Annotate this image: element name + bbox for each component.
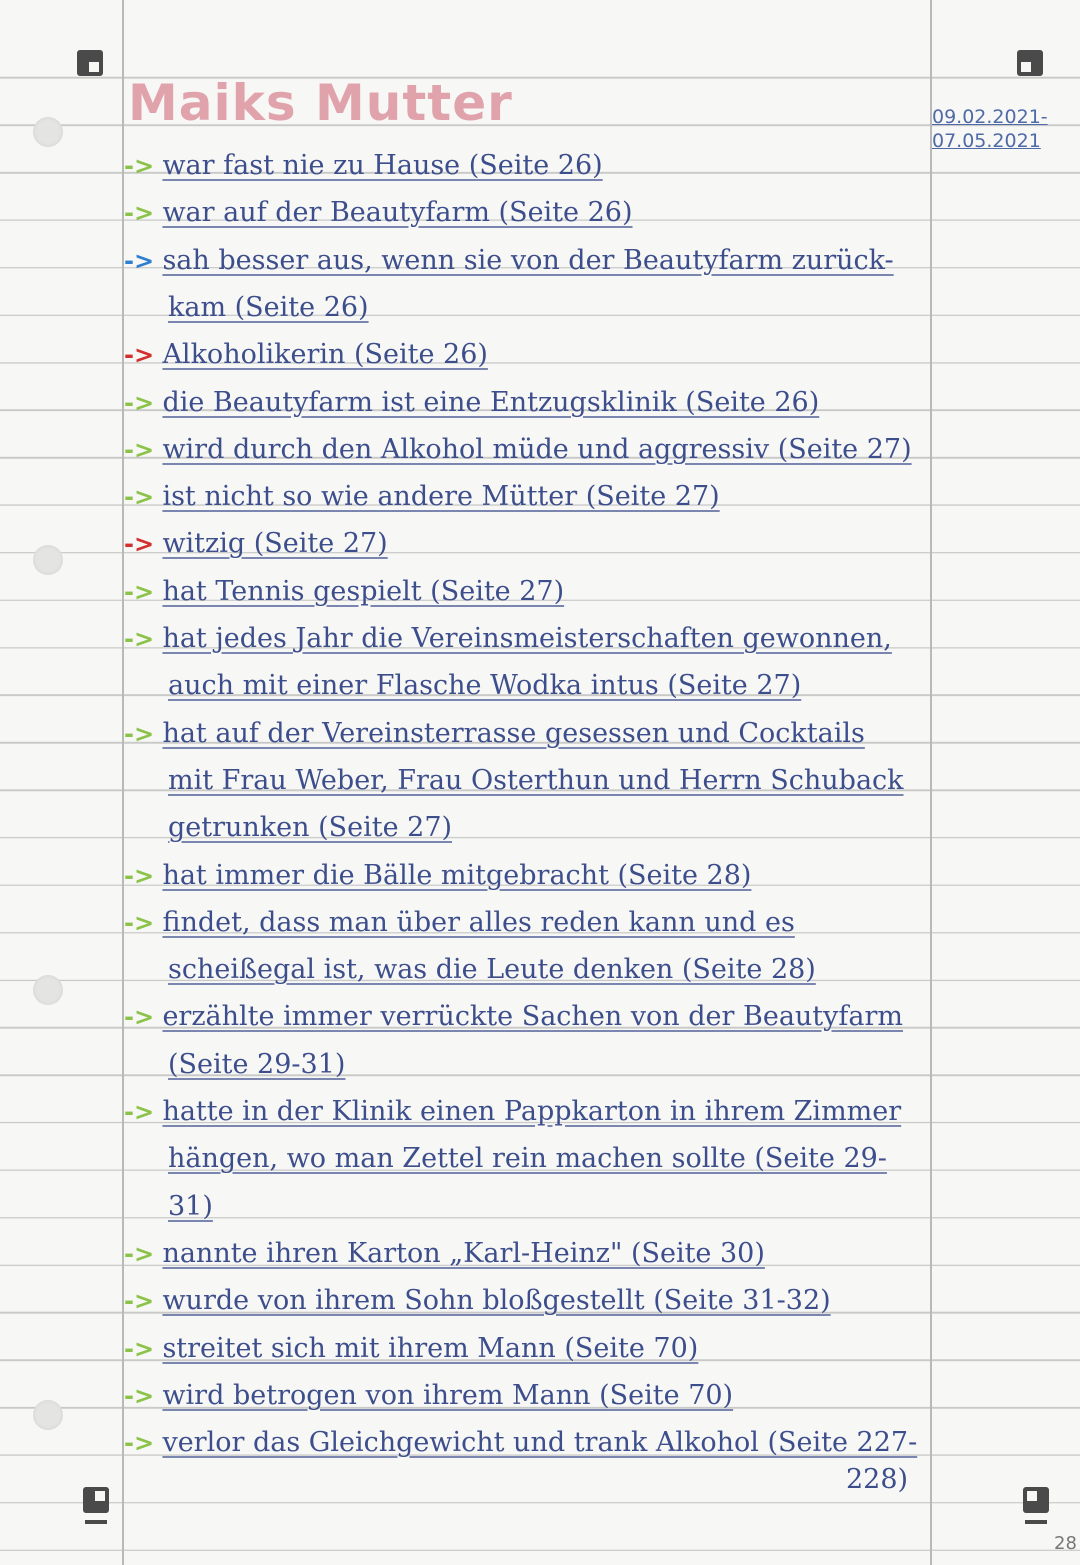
note-text: wird durch den Alkohol müde und aggressiv (Seite 27) bbox=[162, 434, 912, 465]
punch-hole bbox=[33, 975, 63, 1005]
note-text: verlor das Gleichgewicht und trank Alkohol (Seite 227- bbox=[162, 1427, 918, 1458]
bullet-arrow-icon: -> bbox=[124, 483, 163, 511]
punch-hole bbox=[33, 545, 63, 575]
bullet-arrow-icon: -> bbox=[124, 199, 163, 227]
note-text: nannte ihren Karton „Karl-Heinz" (Seite 30) bbox=[162, 1238, 765, 1269]
bullet-arrow-icon: -> bbox=[124, 1287, 163, 1315]
note-text: streitet sich mit ihrem Mann (Seite 70) bbox=[162, 1333, 699, 1364]
note-continuation: scheißegal ist, was die Leute denken (Seite 28) bbox=[168, 954, 816, 985]
note-continuation: (Seite 29-31) bbox=[168, 1049, 346, 1080]
page-number: 28 bbox=[1054, 1533, 1077, 1554]
bullet-arrow-icon: -> bbox=[124, 1098, 163, 1126]
bullet-arrow-icon: -> bbox=[124, 720, 163, 748]
note-line bbox=[124, 146, 924, 186]
bullet-arrow-icon: -> bbox=[124, 1382, 163, 1410]
note-text: findet, dass man über alles reden kann und es bbox=[162, 907, 795, 938]
bullet-arrow-icon: -> bbox=[124, 1003, 163, 1031]
note-line bbox=[124, 524, 924, 564]
note-text: hat auf der Vereinsterrasse gesessen und Cocktails bbox=[162, 718, 865, 749]
bullet-arrow-icon: -> bbox=[124, 389, 163, 417]
note-line bbox=[124, 477, 924, 517]
note-text: sah besser aus, wenn sie von der Beautyfarm zurück- bbox=[162, 245, 894, 276]
note-text: hat Tennis gespielt (Seite 27) bbox=[162, 576, 565, 607]
note-line bbox=[124, 714, 924, 754]
note-line bbox=[124, 1092, 924, 1132]
note-continuation: kam (Seite 26) bbox=[168, 292, 369, 323]
corner-marker-icon bbox=[1017, 50, 1043, 76]
note-line bbox=[124, 1329, 924, 1369]
note-line bbox=[124, 1234, 924, 1274]
bullet-arrow-icon: -> bbox=[124, 1335, 163, 1363]
right-margin-line bbox=[930, 0, 932, 1565]
note-text: hat jedes Jahr die Vereinsmeisterschaften gewonnen, bbox=[162, 623, 892, 654]
note-line bbox=[124, 903, 924, 943]
note-text: erzählte immer verrückte Sachen von der Beautyfarm bbox=[162, 1001, 904, 1032]
bullet-arrow-icon: -> bbox=[124, 152, 163, 180]
note-line bbox=[124, 856, 924, 896]
bullet-arrow-icon: -> bbox=[124, 530, 163, 558]
note-line bbox=[124, 572, 924, 612]
note-line bbox=[124, 997, 924, 1037]
note-continuation: mit Frau Weber, Frau Osterthun und Herrn Schuback bbox=[168, 765, 904, 796]
note-text: ist nicht so wie andere Mütter (Seite 27) bbox=[162, 481, 720, 512]
bullet-arrow-icon: -> bbox=[124, 1429, 163, 1457]
corner-dash bbox=[85, 1520, 107, 1524]
note-line bbox=[124, 193, 924, 233]
note-text: witzig (Seite 27) bbox=[162, 528, 388, 559]
page-title: Maiks Mutter bbox=[128, 74, 513, 132]
note-line bbox=[124, 1376, 924, 1416]
date-range-start: 09.02.2021- bbox=[932, 106, 1048, 128]
note-text: war auf der Beautyfarm (Seite 26) bbox=[162, 197, 633, 228]
bullet-arrow-icon: -> bbox=[124, 1240, 163, 1268]
punch-hole bbox=[33, 117, 63, 147]
corner-dash bbox=[1025, 1520, 1047, 1524]
corner-marker-icon bbox=[77, 50, 103, 76]
date-range-end: 07.05.2021 bbox=[932, 130, 1041, 152]
note-text: wird betrogen von ihrem Mann (Seite 70) bbox=[162, 1380, 734, 1411]
note-continuation: auch mit einer Flasche Wodka intus (Seite 27) bbox=[168, 670, 802, 701]
note-line bbox=[124, 619, 924, 659]
note-line bbox=[124, 383, 924, 423]
note-text: die Beautyfarm ist eine Entzugsklinik (Seite 26) bbox=[162, 387, 820, 418]
note-text: war fast nie zu Hause (Seite 26) bbox=[162, 150, 603, 181]
bullet-arrow-icon: -> bbox=[124, 436, 163, 464]
note-continuation: getrunken (Seite 27) bbox=[168, 812, 453, 843]
note-line bbox=[124, 430, 924, 470]
note-continuation: 31) bbox=[168, 1191, 213, 1222]
bullet-arrow-icon: -> bbox=[124, 909, 163, 937]
bullet-arrow-icon: -> bbox=[124, 578, 163, 606]
note-line bbox=[124, 1423, 924, 1463]
corner-marker-icon bbox=[1023, 1487, 1049, 1513]
corner-marker-icon bbox=[83, 1487, 109, 1513]
bullet-arrow-icon: -> bbox=[124, 247, 163, 275]
bullet-arrow-icon: -> bbox=[124, 341, 163, 369]
note-line bbox=[124, 335, 924, 375]
note-text: hatte in der Klinik einen Pappkarton in ihrem Zimmer bbox=[162, 1096, 902, 1127]
note-continuation: hängen, wo man Zettel rein machen sollte (Seite 29- bbox=[168, 1143, 887, 1174]
bullet-arrow-icon: -> bbox=[124, 625, 163, 653]
note-text: wurde von ihrem Sohn bloßgestellt (Seite 31-32) bbox=[162, 1285, 831, 1316]
bullet-arrow-icon: -> bbox=[124, 862, 163, 890]
note-line bbox=[124, 1281, 924, 1321]
punch-hole bbox=[33, 1400, 63, 1430]
note-text: hat immer die Bälle mitgebracht (Seite 28) bbox=[162, 860, 752, 891]
note-line bbox=[124, 241, 924, 281]
note-continuation: 228) bbox=[846, 1464, 909, 1495]
note-text: Alkoholikerin (Seite 26) bbox=[162, 339, 488, 370]
